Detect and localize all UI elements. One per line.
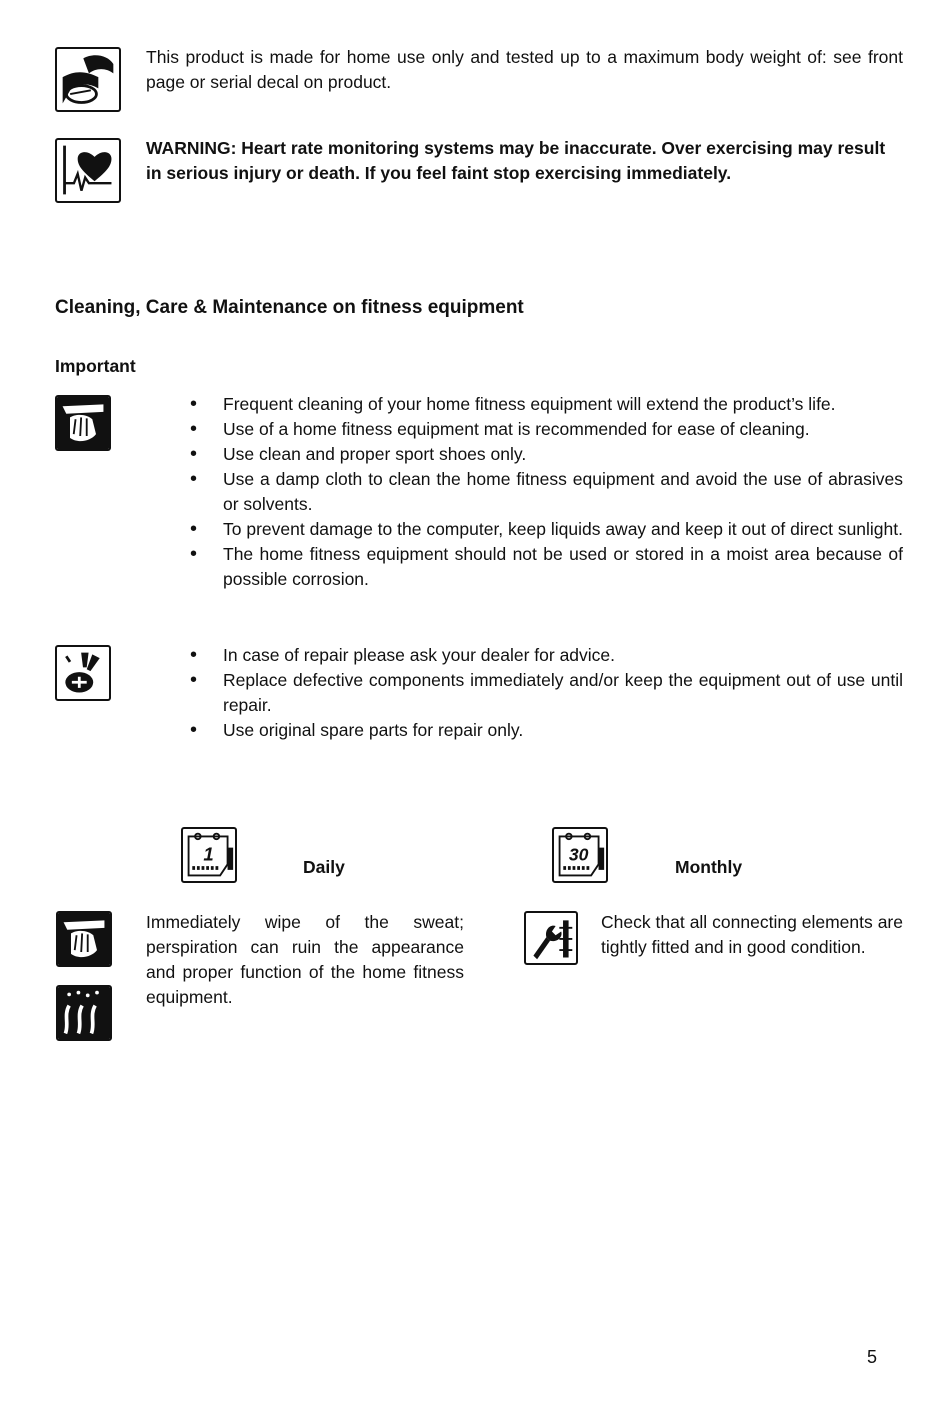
section-title: Cleaning, Care & Maintenance on fitness equipment xyxy=(55,297,524,318)
calendar-number: 30 xyxy=(568,844,589,865)
list-item: • Frequent cleaning of your home fitness equipment will extend the product’s life. xyxy=(190,392,903,417)
wipe-cleaning-icon xyxy=(56,911,112,967)
page-number: 5 xyxy=(867,1347,878,1367)
daily-text: Immediately wipe of the sweat; perspiration can ruin the appearance and proper function of the home fitness equipment. xyxy=(146,912,464,1007)
sweat-icon xyxy=(56,985,112,1041)
daily-label: Daily xyxy=(303,857,345,877)
monthly-label: Monthly xyxy=(675,857,743,877)
list-item: • Use original spare parts for repair only. xyxy=(190,718,903,743)
repair-list xyxy=(190,643,903,743)
wrench-tightening-icon xyxy=(524,911,578,965)
weight-scale-icon xyxy=(55,47,121,112)
wipe-cleaning-icon xyxy=(55,395,111,451)
repair-tools-icon xyxy=(55,645,111,701)
list-item: • Use a damp cloth to clean the home fitness equipment and avoid the use of abrasives or solvents. xyxy=(190,467,903,517)
list-item: • Replace defective components immediately and/or keep the equipment out of use until repair. xyxy=(190,668,903,718)
calendar-icon xyxy=(181,827,237,883)
monthly-text: Check that all connecting elements are tightly fitted and in good condition. xyxy=(601,912,903,957)
heart-rate-warning: WARNING: Heart rate monitoring systems may be inaccurate. Over exercising may result in serious injury or death. If you feel faint stop exercising immediately. xyxy=(146,138,886,183)
calendar-icon xyxy=(552,827,608,883)
home-use-notice: This product is made for home use only and tested up to a maximum body weight of: see front page or serial decal on product. xyxy=(146,47,903,92)
list-item: • The home fitness equipment should not be used or stored in a moist area because of possible corrosion. xyxy=(190,542,903,592)
list-item: • Use clean and proper sport shoes only. xyxy=(190,442,903,467)
list-item: • To prevent damage to the computer, keep liquids away and keep it out of direct sunlight. xyxy=(190,517,903,542)
heart-rate-icon xyxy=(55,138,121,203)
calendar-number: 1 xyxy=(203,843,214,865)
list-item: • Use of a home fitness equipment mat is recommended for ease of cleaning. xyxy=(190,417,903,442)
list-item: • In case of repair please ask your dealer for advice. xyxy=(190,643,903,668)
important-label: Important xyxy=(55,356,136,376)
cleaning-list xyxy=(190,392,903,592)
